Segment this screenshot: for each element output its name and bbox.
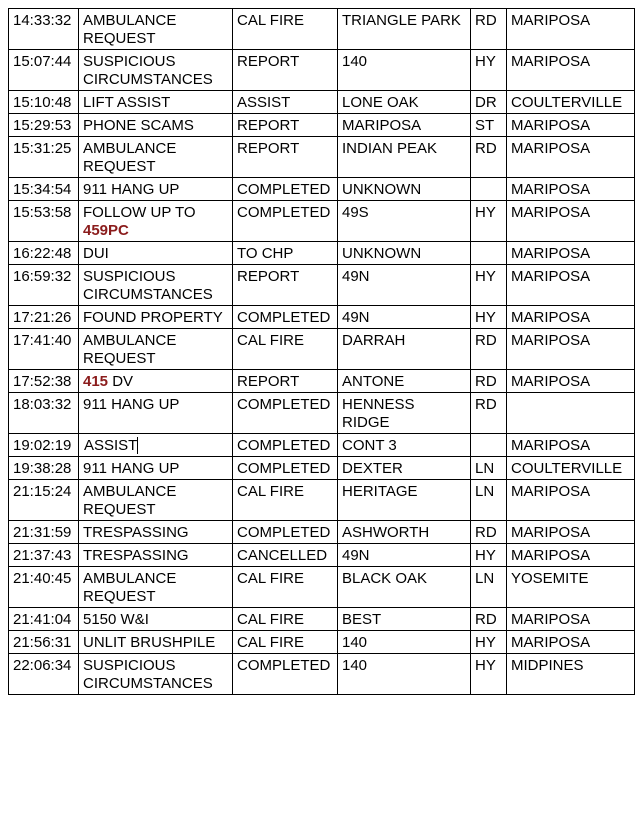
cell-city — [507, 306, 635, 329]
cell-street-suffix — [471, 608, 507, 631]
cell-call-type-text: AMBULANCE REQUEST — [83, 12, 177, 47]
cell-disposition — [233, 137, 338, 178]
cell-location-text: ASHWORTH — [342, 524, 430, 541]
cell-disposition-text: CAL FIRE — [237, 634, 304, 651]
cell-disposition — [233, 370, 338, 393]
cell-location-text: 49N — [342, 309, 370, 326]
cell-time-text: 17:21:26 — [13, 309, 72, 326]
cell-city — [507, 480, 635, 521]
cell-location — [338, 457, 471, 480]
cell-street-suffix-text: HY — [475, 657, 496, 674]
cell-location-text: 140 — [342, 657, 368, 674]
table-row — [9, 521, 635, 544]
cell-street-suffix — [471, 9, 507, 50]
cell-time — [9, 50, 79, 91]
cell-time-text: 19:02:19 — [13, 437, 72, 454]
cell-location — [338, 265, 471, 306]
incident-log — [8, 8, 635, 695]
cell-location — [338, 544, 471, 567]
cell-street-suffix — [471, 91, 507, 114]
cell-city — [507, 457, 635, 480]
cell-call-type-text: PHONE SCAMS — [83, 117, 194, 134]
cell-call-type — [79, 631, 233, 654]
incident-table — [8, 8, 635, 695]
cell-call-type — [79, 544, 233, 567]
cell-city — [507, 654, 635, 695]
cell-location-text: HERITAGE — [342, 483, 418, 500]
table-row — [9, 393, 635, 434]
cell-disposition-text: ASSIST — [237, 94, 291, 111]
cell-call-type-text: 911 HANG UP — [83, 181, 180, 198]
cell-city — [507, 521, 635, 544]
cell-disposition-text: COMPLETED — [237, 181, 331, 198]
cell-location — [338, 608, 471, 631]
cell-time-text: 17:52:38 — [13, 373, 72, 390]
cell-disposition-text: REPORT — [237, 53, 300, 70]
cell-disposition — [233, 567, 338, 608]
cell-city-text: MARIPOSA — [511, 53, 591, 70]
cell-disposition-text: CANCELLED — [237, 547, 328, 564]
cell-city — [507, 370, 635, 393]
cell-time — [9, 544, 79, 567]
cell-city-text: YOSEMITE — [511, 570, 589, 587]
cell-disposition-text: CAL FIRE — [237, 611, 304, 628]
cell-time — [9, 608, 79, 631]
cell-call-type-text: TRESPASSING — [83, 547, 189, 564]
table-row — [9, 178, 635, 201]
cell-disposition — [233, 608, 338, 631]
table-row — [9, 91, 635, 114]
cell-disposition — [233, 521, 338, 544]
table-row — [9, 567, 635, 608]
cell-city-text: MARIPOSA — [511, 117, 591, 134]
cell-street-suffix — [471, 201, 507, 242]
cell-location-text: TRIANGLE PARK — [342, 12, 461, 29]
cell-call-type — [79, 654, 233, 695]
cell-disposition-text: CAL FIRE — [237, 332, 304, 349]
cell-city-text: MARIPOSA — [511, 140, 591, 157]
cell-location — [338, 480, 471, 521]
cell-city-text: MARIPOSA — [511, 611, 591, 628]
cell-call-type — [79, 306, 233, 329]
cell-street-suffix-text: RD — [475, 373, 497, 390]
cell-disposition — [233, 631, 338, 654]
cell-location-text: UNKNOWN — [342, 245, 422, 262]
cell-time-text: 14:33:32 — [13, 12, 72, 29]
cell-time-text: 21:15:24 — [13, 483, 72, 500]
table-row — [9, 9, 635, 50]
cell-street-suffix-text: ST — [475, 117, 495, 134]
cell-call-type — [79, 457, 233, 480]
table-row — [9, 201, 635, 242]
table-row — [9, 137, 635, 178]
cell-location-text: 140 — [342, 53, 368, 70]
cell-disposition — [233, 480, 338, 521]
cell-location-text: ANTONE — [342, 373, 405, 390]
cell-street-suffix — [471, 434, 507, 457]
table-row — [9, 306, 635, 329]
table-row — [9, 114, 635, 137]
cell-street-suffix — [471, 544, 507, 567]
cell-call-type-text: SUSPICIOUS CIRCUMSTANCES — [83, 657, 213, 692]
cell-street-suffix-text: HY — [475, 53, 496, 70]
cell-disposition-text: REPORT — [237, 117, 300, 134]
cell-location — [338, 393, 471, 434]
cell-call-type — [79, 393, 233, 434]
cell-city — [507, 137, 635, 178]
cell-call-type-text: FOUND PROPERTY — [83, 309, 223, 326]
cell-city-text: MARIPOSA — [511, 245, 591, 262]
cell-street-suffix — [471, 654, 507, 695]
cell-city — [507, 608, 635, 631]
cell-time-text: 21:40:45 — [13, 570, 72, 587]
cell-street-suffix-text: RD — [475, 332, 497, 349]
cell-location-text: DEXTER — [342, 460, 403, 477]
cell-street-suffix — [471, 137, 507, 178]
cell-street-suffix — [471, 521, 507, 544]
cell-city-text: MARIPOSA — [511, 547, 591, 564]
cell-time — [9, 370, 79, 393]
cell-city — [507, 393, 635, 434]
cell-street-suffix-text: HY — [475, 268, 496, 285]
cell-location-text: BEST — [342, 611, 382, 628]
cell-call-type-text: ASSIST — [84, 437, 138, 454]
cell-time-text: 18:03:32 — [13, 396, 72, 413]
cell-time-text: 15:31:25 — [13, 140, 72, 157]
cell-street-suffix — [471, 329, 507, 370]
cell-location — [338, 370, 471, 393]
cell-city-text: MARIPOSA — [511, 483, 591, 500]
cell-street-suffix-text: RD — [475, 140, 497, 157]
cell-time-text: 21:37:43 — [13, 547, 72, 564]
cell-location — [338, 137, 471, 178]
cell-city — [507, 265, 635, 306]
cell-disposition-text: TO CHP — [237, 245, 294, 262]
cell-street-suffix — [471, 114, 507, 137]
cell-time-text: 15:07:44 — [13, 53, 72, 70]
cell-street-suffix-text: LN — [475, 570, 495, 587]
cell-street-suffix-text: RD — [475, 396, 497, 413]
cell-time — [9, 178, 79, 201]
cell-disposition-text: COMPLETED — [237, 437, 331, 454]
cell-time — [9, 329, 79, 370]
cell-location-text: UNKNOWN — [342, 181, 422, 198]
cell-city — [507, 91, 635, 114]
cell-location — [338, 114, 471, 137]
cell-call-type — [79, 50, 233, 91]
cell-city-text: MIDPINES — [511, 657, 584, 674]
cell-time — [9, 393, 79, 434]
cell-city-text: MARIPOSA — [511, 268, 591, 285]
cell-disposition-text: REPORT — [237, 373, 300, 390]
table-row — [9, 265, 635, 306]
cell-disposition — [233, 50, 338, 91]
penal-code: 459PC — [83, 222, 129, 239]
cell-location-text: INDIAN PEAK — [342, 140, 438, 157]
table-row — [9, 242, 635, 265]
cell-street-suffix-text: HY — [475, 204, 496, 221]
cell-city — [507, 242, 635, 265]
cell-street-suffix-text: RD — [475, 524, 497, 541]
cell-disposition — [233, 178, 338, 201]
cell-time-text: 21:31:59 — [13, 524, 72, 541]
cell-call-type — [79, 114, 233, 137]
cell-location — [338, 201, 471, 242]
table-row — [9, 370, 635, 393]
cell-location — [338, 567, 471, 608]
cell-location — [338, 9, 471, 50]
cell-street-suffix — [471, 480, 507, 521]
cell-time-text: 19:38:28 — [13, 460, 72, 477]
cell-call-type-text: 911 HANG UP — [83, 396, 180, 413]
cell-call-type — [79, 567, 233, 608]
cell-disposition-text: CAL FIRE — [237, 12, 304, 29]
cell-street-suffix-text: RD — [475, 611, 497, 628]
cell-street-suffix-text: HY — [475, 547, 496, 564]
cell-disposition-text: COMPLETED — [237, 657, 331, 674]
cell-disposition-text: COMPLETED — [237, 309, 331, 326]
cell-time — [9, 631, 79, 654]
cell-disposition — [233, 114, 338, 137]
cell-city-text: MARIPOSA — [511, 634, 591, 651]
cell-street-suffix-text: RD — [475, 12, 497, 29]
cell-location — [338, 434, 471, 457]
cell-disposition — [233, 544, 338, 567]
cell-time — [9, 9, 79, 50]
cell-location — [338, 654, 471, 695]
cell-time — [9, 242, 79, 265]
cell-street-suffix — [471, 178, 507, 201]
cell-location-text: LONE OAK — [342, 94, 419, 111]
table-row — [9, 50, 635, 91]
cell-time-text: 22:06:34 — [13, 657, 72, 674]
cell-call-type-text: AMBULANCE REQUEST — [83, 332, 177, 367]
cell-disposition-text: COMPLETED — [237, 396, 331, 413]
cell-street-suffix — [471, 306, 507, 329]
cell-time-text: 21:41:04 — [13, 611, 72, 628]
table-row — [9, 631, 635, 654]
cell-call-type — [79, 265, 233, 306]
cell-street-suffix — [471, 370, 507, 393]
cell-time — [9, 114, 79, 137]
cell-street-suffix-text: LN — [475, 483, 495, 500]
cell-call-type — [79, 201, 233, 242]
cell-disposition — [233, 654, 338, 695]
cell-call-type-text: TRESPASSING — [83, 524, 189, 541]
cell-city — [507, 329, 635, 370]
cell-location — [338, 242, 471, 265]
cell-city-text: MARIPOSA — [511, 437, 591, 454]
cell-time-text: 15:29:53 — [13, 117, 72, 134]
cell-location-text: BLACK OAK — [342, 570, 428, 587]
cell-disposition-text: REPORT — [237, 140, 300, 157]
cell-location — [338, 306, 471, 329]
cell-time-text: 17:41:40 — [13, 332, 72, 349]
incident-table-body — [9, 9, 635, 695]
cell-street-suffix-text: DR — [475, 94, 497, 111]
cell-call-type — [79, 480, 233, 521]
cell-street-suffix-text: HY — [475, 634, 496, 651]
cell-city — [507, 114, 635, 137]
cell-city — [507, 201, 635, 242]
cell-disposition — [233, 306, 338, 329]
cell-time — [9, 91, 79, 114]
cell-disposition — [233, 393, 338, 434]
penal-code: 415 — [83, 373, 109, 390]
cell-street-suffix — [471, 631, 507, 654]
cell-location — [338, 329, 471, 370]
cell-time-text: 15:10:48 — [13, 94, 72, 111]
cell-location-text: DARRAH — [342, 332, 406, 349]
cell-city — [507, 631, 635, 654]
call-type-text: DV — [112, 373, 134, 390]
cell-time-text: 15:53:58 — [13, 204, 72, 221]
table-row — [9, 329, 635, 370]
cell-time — [9, 567, 79, 608]
cell-city — [507, 434, 635, 457]
cell-time — [9, 265, 79, 306]
cell-time — [9, 480, 79, 521]
cell-call-type-text: LIFT ASSIST — [83, 94, 171, 111]
cell-time-text: 21:56:31 — [13, 634, 72, 651]
cell-city — [507, 567, 635, 608]
cell-time — [9, 457, 79, 480]
cell-time — [9, 201, 79, 242]
cell-call-type — [79, 370, 233, 393]
cell-street-suffix — [471, 393, 507, 434]
cell-disposition — [233, 265, 338, 306]
cell-call-type — [79, 9, 233, 50]
cell-disposition — [233, 434, 338, 457]
cell-city-text: MARIPOSA — [511, 332, 591, 349]
cell-time — [9, 434, 79, 457]
cell-call-type-text: DUI — [83, 245, 109, 262]
cell-call-type — [79, 434, 233, 457]
cell-call-type — [79, 91, 233, 114]
cell-call-type — [79, 137, 233, 178]
cell-disposition — [233, 457, 338, 480]
cell-disposition — [233, 9, 338, 50]
cell-disposition-text: COMPLETED — [237, 204, 331, 221]
cell-city-text: COULTERVILLE — [511, 460, 623, 477]
cell-disposition — [233, 91, 338, 114]
cell-call-type-text: 911 HANG UP — [83, 460, 180, 477]
cell-location-text: 49N — [342, 547, 370, 564]
cell-city-text: MARIPOSA — [511, 181, 591, 198]
cell-city-text: MARIPOSA — [511, 524, 591, 541]
cell-disposition — [233, 242, 338, 265]
cell-call-type-text: UNLIT BRUSHPILE — [83, 634, 216, 651]
cell-city-text: MARIPOSA — [511, 12, 591, 29]
cell-street-suffix — [471, 50, 507, 91]
cell-disposition-text: CAL FIRE — [237, 483, 304, 500]
cell-call-type — [79, 178, 233, 201]
cell-location — [338, 91, 471, 114]
cell-call-type — [79, 521, 233, 544]
table-row — [9, 457, 635, 480]
cell-street-suffix-text: HY — [475, 309, 496, 326]
cell-street-suffix — [471, 242, 507, 265]
cell-street-suffix — [471, 457, 507, 480]
cell-disposition-text: CAL FIRE — [237, 570, 304, 587]
cell-street-suffix — [471, 265, 507, 306]
cell-location-text: 49S — [342, 204, 369, 221]
cell-time — [9, 521, 79, 544]
cell-call-type-text: SUSPICIOUS CIRCUMSTANCES — [83, 53, 213, 88]
cell-call-type — [79, 608, 233, 631]
cell-call-type — [79, 242, 233, 265]
cell-city-text: MARIPOSA — [511, 204, 591, 221]
cell-disposition-text: COMPLETED — [237, 460, 331, 477]
cell-time — [9, 306, 79, 329]
table-row — [9, 654, 635, 695]
cell-location — [338, 521, 471, 544]
cell-disposition — [233, 201, 338, 242]
cell-location — [338, 178, 471, 201]
cell-street-suffix — [471, 567, 507, 608]
table-row — [9, 608, 635, 631]
cell-city — [507, 9, 635, 50]
table-row — [9, 544, 635, 567]
cell-location-text: CONT 3 — [342, 437, 397, 454]
cell-city-text: MARIPOSA — [511, 309, 591, 326]
cell-time-text: 15:34:54 — [13, 181, 72, 198]
table-row — [9, 434, 635, 457]
cell-disposition-text: COMPLETED — [237, 524, 331, 541]
cell-city-text: COULTERVILLE — [511, 94, 623, 111]
cell-disposition — [233, 329, 338, 370]
cell-location-text: 140 — [342, 634, 368, 651]
cell-time-text: 16:22:48 — [13, 245, 72, 262]
cell-disposition-text: REPORT — [237, 268, 300, 285]
table-row — [9, 480, 635, 521]
cell-call-type-text: AMBULANCE REQUEST — [83, 570, 177, 605]
cell-call-type-text: SUSPICIOUS CIRCUMSTANCES — [83, 268, 213, 303]
cell-call-type-text: 5150 W&I — [83, 611, 149, 628]
cell-location — [338, 50, 471, 91]
cell-city — [507, 544, 635, 567]
cell-time-text: 16:59:32 — [13, 268, 72, 285]
cell-city — [507, 178, 635, 201]
call-type-text: FOLLOW UP TO — [83, 204, 196, 221]
cell-location — [338, 631, 471, 654]
cell-city — [507, 50, 635, 91]
cell-location-text: HENNESS RIDGE — [342, 396, 415, 431]
cell-city-text: MARIPOSA — [511, 373, 591, 390]
cell-call-type — [79, 329, 233, 370]
cell-call-type-text: AMBULANCE REQUEST — [83, 483, 177, 518]
cell-location-text: 49N — [342, 268, 370, 285]
cell-time — [9, 654, 79, 695]
cell-time — [9, 137, 79, 178]
cell-location-text: MARIPOSA — [342, 117, 422, 134]
cell-call-type-text: AMBULANCE REQUEST — [83, 140, 177, 175]
cell-street-suffix-text: LN — [475, 460, 495, 477]
